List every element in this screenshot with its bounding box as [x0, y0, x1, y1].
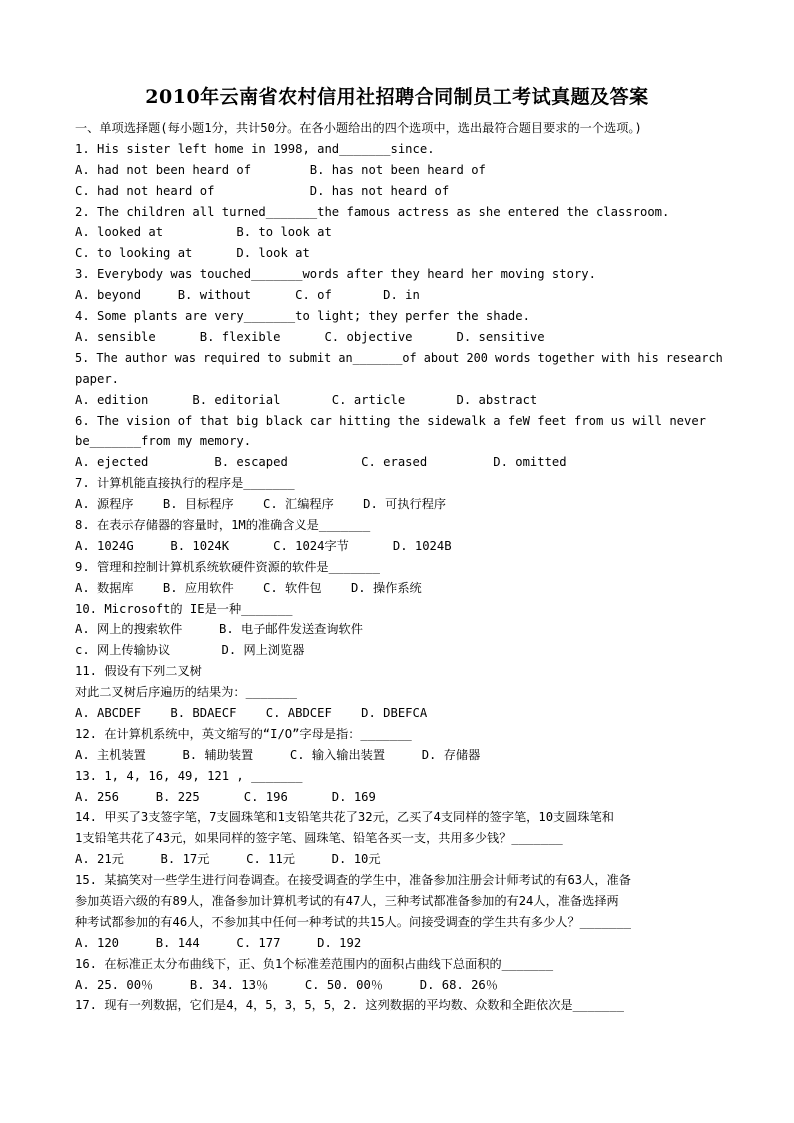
- exam-line: 17. 现有一列数据，它们是4，4，5，3，5，5，2. 这列数据的平均数、众数和全距依次是_______: [75, 998, 624, 1013]
- exam-line: A. edition B. editorial C. article D. abstract: [75, 392, 538, 407]
- exam-line: C. to looking at D. look at: [75, 246, 310, 261]
- exam-line: A. sensible B. flexible C. objective D. sensitive: [75, 329, 545, 344]
- exam-line: A. 25. 00％ B. 34. 13％ C. 50. 00％ D. 68. 26％: [75, 977, 498, 992]
- document-title: 2010年云南省农村信用社招聘合同制员工考试真题及答案: [145, 86, 649, 108]
- exam-line: 15. 某搞笑对一些学生进行问卷调查。在接受调查的学生中，准备参加注册会计师考试的有63人，准备: [75, 873, 631, 888]
- section-heading-line-1: 一、单项选择题(每小题1分，共计50分。在各小题给出的四个选项中，选出最符合题目要求的一个选项。): [75, 121, 642, 135]
- exam-line: A. 256 B. 225 C. 196 D. 169: [75, 789, 376, 804]
- exam-line: 10. Microsoft的 IE是一种_______: [75, 601, 293, 616]
- exam-line: c. 网上传输协议 D. 网上浏览器: [75, 643, 305, 658]
- exam-line: C. had not heard of D. has not heard of: [75, 183, 450, 198]
- exam-line: A. 120 B. 144 C. 177 D. 192: [75, 935, 362, 950]
- exam-line: 种考试都参加的有46人，不参加其中任何一种考试的共15人。问接受调查的学生共有多少人？_______: [75, 914, 632, 929]
- exam-line: 4. Some plants are very_______to light; they perfer the shade.: [75, 309, 530, 324]
- exam-line: 8. 在表示存储器的容量时，1M的准确含义是_______: [75, 517, 371, 532]
- exam-line: A. 1024G B. 1024K C. 1024字节 D. 1024B: [75, 538, 452, 553]
- exam-line: A. beyond B. without C. of D. in: [75, 288, 420, 303]
- exam-line: paper.: [75, 371, 120, 386]
- exam-line: 9. 管理和控制计算机系统软硬件资源的软件是_______: [75, 559, 380, 574]
- exam-line: 16. 在标准正太分布曲线下，正、负1个标准差范围内的面积占曲线下总面积的_______: [75, 956, 554, 971]
- exam-line: A. 源程序 B. 目标程序 C. 汇编程序 D. 可执行程序: [75, 497, 447, 512]
- exam-line: 1支铅笔共花了43元，如果同样的签字笔、圆珠笔、铅笔各买一支，共用多少钱？_______: [75, 831, 563, 846]
- exam-line: 7. 计算机能直接执行的程序是_______: [75, 476, 295, 491]
- exam-line: A. had not been heard of B. has not been heard of: [75, 162, 486, 177]
- exam-line: 5. The author was required to submit an_______of about 200 words together with his research: [75, 350, 723, 365]
- exam-line: 11. 假设有下列二叉树: [75, 664, 202, 679]
- exam-line: 对此二叉树后序遍历的结果为：_______: [75, 685, 297, 700]
- exam-line: 1. His sister left home in 1998, and_______since.: [75, 141, 435, 156]
- exam-line: A. 主机装置 B. 辅助装置 C. 输入输出装置 D. 存储器: [75, 747, 481, 762]
- exam-line: 3. Everybody was touched_______words after they heard her moving story.: [75, 267, 596, 282]
- exam-line: be_______from my memory.: [75, 434, 252, 449]
- exam-line: 2. The children all turned_______the famous actress as she entered the classroom.: [75, 204, 670, 219]
- exam-content: [75, 118, 723, 1016]
- exam-line: A. looked at B. to look at: [75, 225, 332, 240]
- exam-line: 参加英语六级的有89人，准备参加计算机考试的有47人，三种考试都准备参加的有24人，准备选择两: [75, 893, 619, 908]
- exam-line: A. ABCDEF B. BDAECF C. ABDCEF D. DBEFCA: [75, 705, 428, 720]
- exam-line: A. 21元 B. 17元 C. 11元 D. 10元: [75, 852, 381, 867]
- exam-line: 12. 在计算机系统中，英文缩写的“I/O”字母是指：_______: [75, 726, 412, 741]
- exam-line: 6. The vision of that big black car hitting the sidewalk a feW feet from us will never: [75, 413, 707, 428]
- exam-line: 13. 1, 4, 16, 49, 121 , _______: [75, 768, 303, 783]
- exam-line: 14. 甲买了3支签字笔，7支圆珠笔和1支铅笔共花了32元，乙买了4支同样的签字笔，10支圆珠笔和: [75, 810, 614, 825]
- exam-line: A. 数据库 B. 应用软件 C. 软件包 D. 操作系统: [75, 580, 422, 595]
- exam-line: A. ejected B. escaped C. erased D. omitted: [75, 455, 567, 470]
- exam-line: A. 网上的搜索软件 B. 电子邮件发送查询软件: [75, 622, 363, 637]
